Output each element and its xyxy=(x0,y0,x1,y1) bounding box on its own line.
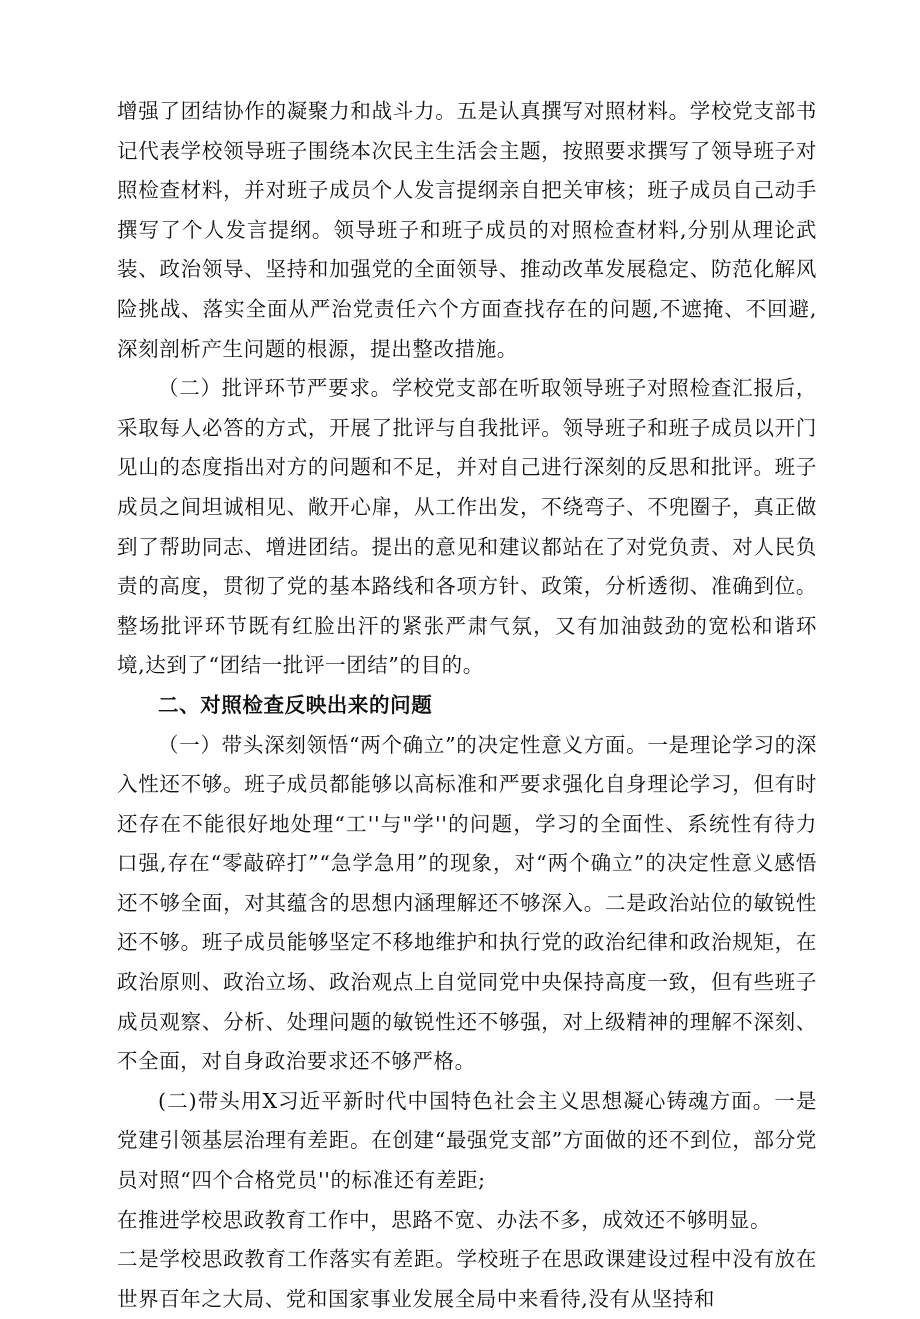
paragraph-party-building: (二)带头用X习近平新时代中国特色社会主义思想凝心铸魂方面。一是党建引领基层治理有差距。在创建“最强党支部”方面做的还不到位，部分党员对照“四个合格党员''的标准还有差距; xyxy=(117,1088,817,1193)
paragraph-organization-materials: 增强了团结协作的凝聚力和战斗力。五是认真撰写对照材料。学校党支部书记代表学校领导班子围绕本次民主生活会主题，按照要求撰写了领导班子对照检查材料，并对班子成员个人发言提纲亲自把关审核；班子成员自己动手撰写了个人发言提纲。领导班子和班子成员的对照检查材料,分别从理论武装、政治领导、坚持和加强党的全面领导、推动改革发展稳定、防范化解风险挑战、落实全面从严治党责任六个方面查找存在的问题,不遮掩、不回避,深刻剖析产生问题的根源，提出整改措施。 xyxy=(117,99,817,361)
line-ideological-education: 在推进学校思政教育工作中，思路不宽、办法不多，成效还不够明显。 xyxy=(117,1207,772,1232)
document-body xyxy=(117,92,817,1319)
paragraph-ideological-implementation: 二是学校思政教育工作落实有差距。学校班子在思政课建设过程中没有放在世界百年之大局、党和国家事业发展全局中来看待,没有从坚持和 xyxy=(117,1247,817,1311)
paragraph-two-establishments: （一）带头深刻领悟“两个确立”的决定性意义方面。一是理论学习的深入性还不够。班子成员都能够以高标准和严要求强化自身理论学习，但有时还存在不能很好地处理“工''与"学''的问题，学习的全面性、系统性有待力口强,存在“零敲碎打”“急学急用”的现象，对“两个确立”的决定性意义感悟还不够全面，对其蕴含的思想内涵理解还不够深入。二是政治站位的敏锐性还不够。班子成员能够坚定不移地维护和执行党的政治纪律和政治规矩，在政治原则、政治立场、政治观点上自觉同党中央保持高度一致，但有些班子成员观察、分析、处理问题的敏锐性还不够强，对上级精神的理解不深刻、不全面，对自身政治要求还不够严格。 xyxy=(117,732,817,1074)
paragraph-criticism-session: （二）批评环节严要求。学校党支部在听取领导班子对照检查汇报后，采取每人必答的方式，开展了批评与自我批评。领导班子和班子成员以开门见山的态度指出对方的问题和不足，并对自己进行深刻的反思和批评。班子成员之间坦诚相见、敞开心扉，从工作出发，不绕弯子、不兜圈子，真正做到了帮助同志、增进团结。提出的意见和建议都站在了对党负责、对人民负责的高度，贯彻了党的基本路线和各项方针、政策，分析透彻、准确到位。整场批评环节既有红脸出汗的紧张严肃气氛，又有加油鼓劲的宽松和谐环境,达到了“团结一批评一团结”的目的。 xyxy=(117,376,817,678)
section-heading-problems: 二、对照检查反映出来的问题 xyxy=(158,692,433,717)
